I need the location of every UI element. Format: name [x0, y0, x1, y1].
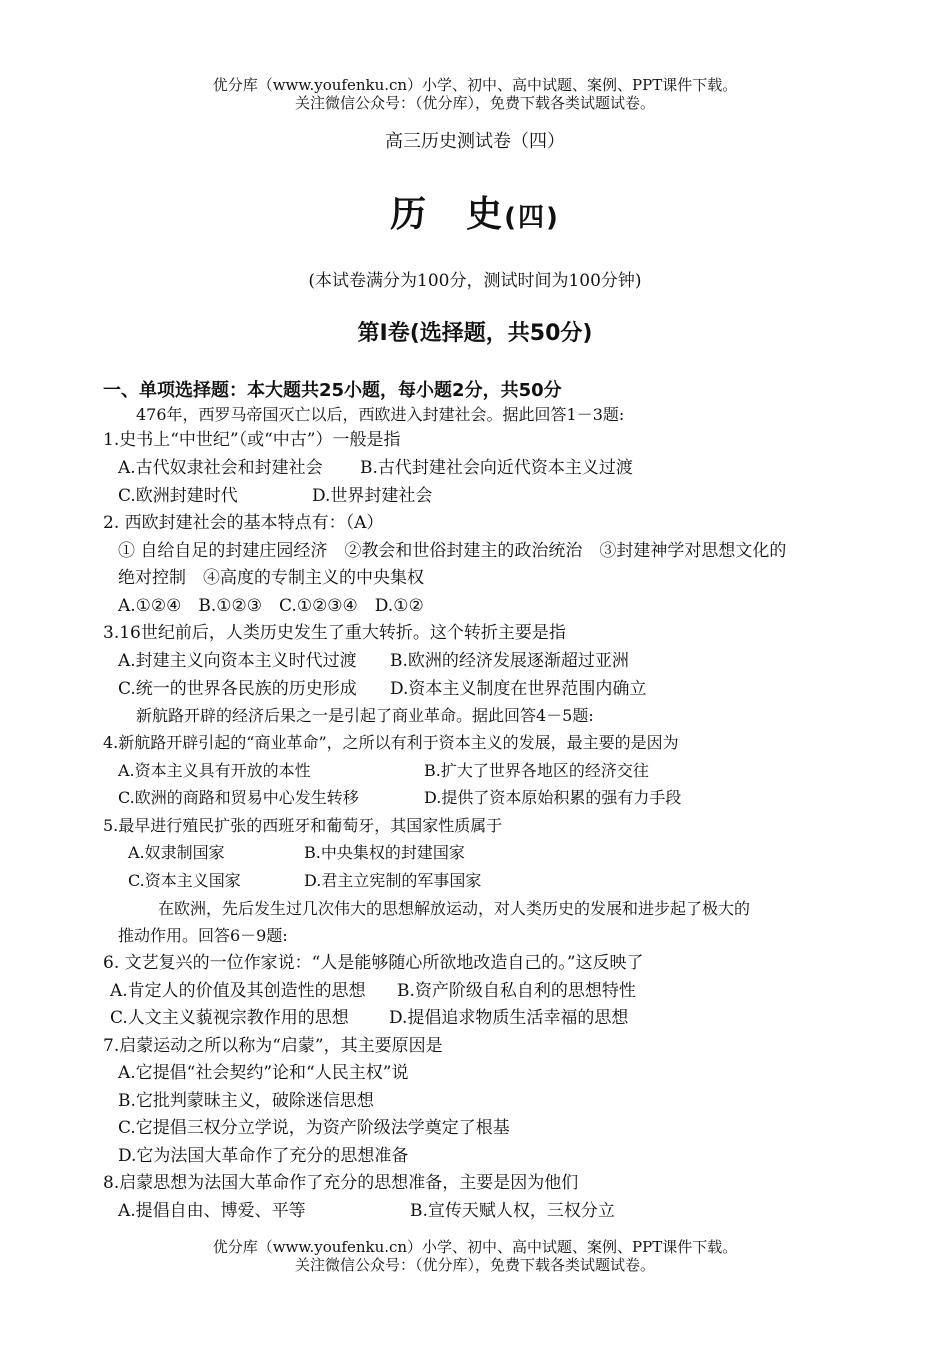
q3-option-a: A.封建主义向资本主义时代过渡 — [118, 651, 357, 671]
q4-option-a: A.资本主义具有开放的本性 — [118, 761, 311, 780]
q6-option-a: A.肯定人的价值及其创造性的思想 — [110, 981, 366, 1001]
q7-option-b: B.它批判蒙昧主义，破除迷信思想 — [118, 1091, 374, 1111]
intro-3-line-1: 在欧洲，先后发生过几次伟大的思想解放运动，对人类历史的发展和进步起了极大的 — [158, 899, 751, 918]
q2-options: A.①②④ B.①②③ C.①②③④ D.①② — [118, 596, 424, 616]
q6-option-b: B.资产阶级自私自利的思想特性 — [397, 981, 636, 1001]
question-7: 7.启蒙运动之所以称为“启蒙”，其主要原因是 — [103, 1036, 443, 1056]
q3-option-c: C.统一的世界各民族的历史形成 — [118, 679, 357, 699]
exam-title-main: 历 史 — [390, 194, 505, 235]
q8-option-b: B.宣传天赋人权，三权分立 — [410, 1201, 615, 1221]
q7-option-c: C.它提倡三权分立学说，为资产阶级法学奠定了根基 — [118, 1118, 510, 1138]
q5-option-a: A.奴隶制国家 — [128, 843, 225, 862]
exam-title — [0, 186, 950, 237]
question-3: 3.16世纪前后，人类历史发生了重大转折。这个转折主要是指 — [103, 623, 566, 643]
intro-1: 476年，西罗马帝国灭亡以后，西欧进入封建社会。据此回答1－3题: — [136, 405, 625, 424]
q1-option-a: A.古代奴隶社会和封建社会 — [118, 458, 323, 478]
header-line-1: 优分库（www.youfenku.cn）小学、初中、高中试题、案例、PPT课件下载。 — [212, 76, 738, 94]
q3-option-d: D.资本主义制度在世界范围内确立 — [390, 679, 647, 699]
q2-items-line-2: 绝对控制 ④高度的专制主义的中央集权 — [118, 568, 424, 588]
question-8: 8.启蒙思想为法国大革命作了充分的思想准备，主要是因为他们 — [103, 1173, 579, 1193]
section-title: 第Ⅰ卷(选择题，共50分) — [357, 321, 593, 346]
q1-option-c: C.欧洲封建时代 — [118, 486, 238, 506]
q1-option-b: B.古代封建社会向近代资本主义过渡 — [360, 458, 633, 478]
header-line-2: 关注微信公众号：（优分库），免费下载各类试题试卷。 — [294, 94, 655, 112]
q5-option-c: C.资本主义国家 — [128, 871, 241, 890]
q3-option-b: B.欧洲的经济发展逐渐超过亚洲 — [390, 651, 629, 671]
exam-sub-title: 高三历史测试卷（四） — [385, 131, 565, 152]
question-6: 6. 文艺复兴的一位作家说：“人是能够随心所欲地改造自己的。”这反映了 — [103, 953, 644, 973]
q1-option-d: D.世界封建社会 — [312, 486, 433, 506]
footer-line-1: 优分库（www.youfenku.cn）小学、初中、高中试题、案例、PPT课件下载。 — [212, 1238, 738, 1256]
score-note: (本试卷满分为100分，测试时间为100分钟) — [308, 271, 642, 291]
q6-option-d: D.提倡追求物质生活幸福的思想 — [389, 1008, 629, 1028]
question-1: 1.史书上“中世纪”（或“中古”）一般是指 — [103, 430, 401, 450]
exam-title-suffix: (四) — [504, 203, 560, 233]
q8-option-a: A.提倡自由、博爱、平等 — [118, 1201, 306, 1221]
q4-option-c: C.欧洲的商路和贸易中心发生转移 — [118, 788, 359, 807]
q2-items-line-1: ① 自给自足的封建庄园经济 ②教会和世俗封建主的政治统治 ③封建神学对思想文化的 — [118, 541, 787, 561]
intro-2: 新航路开辟的经济后果之一是引起了商业革命。据此回答4－5题: — [136, 706, 594, 725]
intro-3-line-2: 推动作用。回答6－9题: — [118, 926, 288, 945]
q5-option-d: D.君主立宪制的军事国家 — [304, 871, 482, 890]
q4-option-b: B.扩大了世界各地区的经济交往 — [424, 761, 649, 780]
question-2: 2. 西欧封建社会的基本特点有：（A） — [103, 513, 384, 533]
footer-line-2: 关注微信公众号：（优分库），免费下载各类试题试卷。 — [294, 1256, 655, 1274]
q7-option-d: D.它为法国大革命作了充分的思想准备 — [118, 1146, 409, 1166]
question-4: 4.新航路开辟引起的“商业革命”，之所以有利于资本主义的发展，最主要的是因为 — [103, 733, 679, 752]
q7-option-a: A.它提倡“社会契约”论和“人民主权”说 — [118, 1063, 409, 1083]
question-5: 5.最早进行殖民扩张的西班牙和葡萄牙，其国家性质属于 — [103, 816, 503, 835]
part-title: 一、单项选择题：本大题共25小题，每小题2分，共50分 — [103, 380, 562, 401]
q4-option-d: D.提供了资本原始积累的强有力手段 — [424, 788, 682, 807]
q5-option-b: B.中央集权的封建国家 — [304, 843, 465, 862]
q6-option-c: C.人文主义藐视宗教作用的思想 — [110, 1008, 349, 1028]
